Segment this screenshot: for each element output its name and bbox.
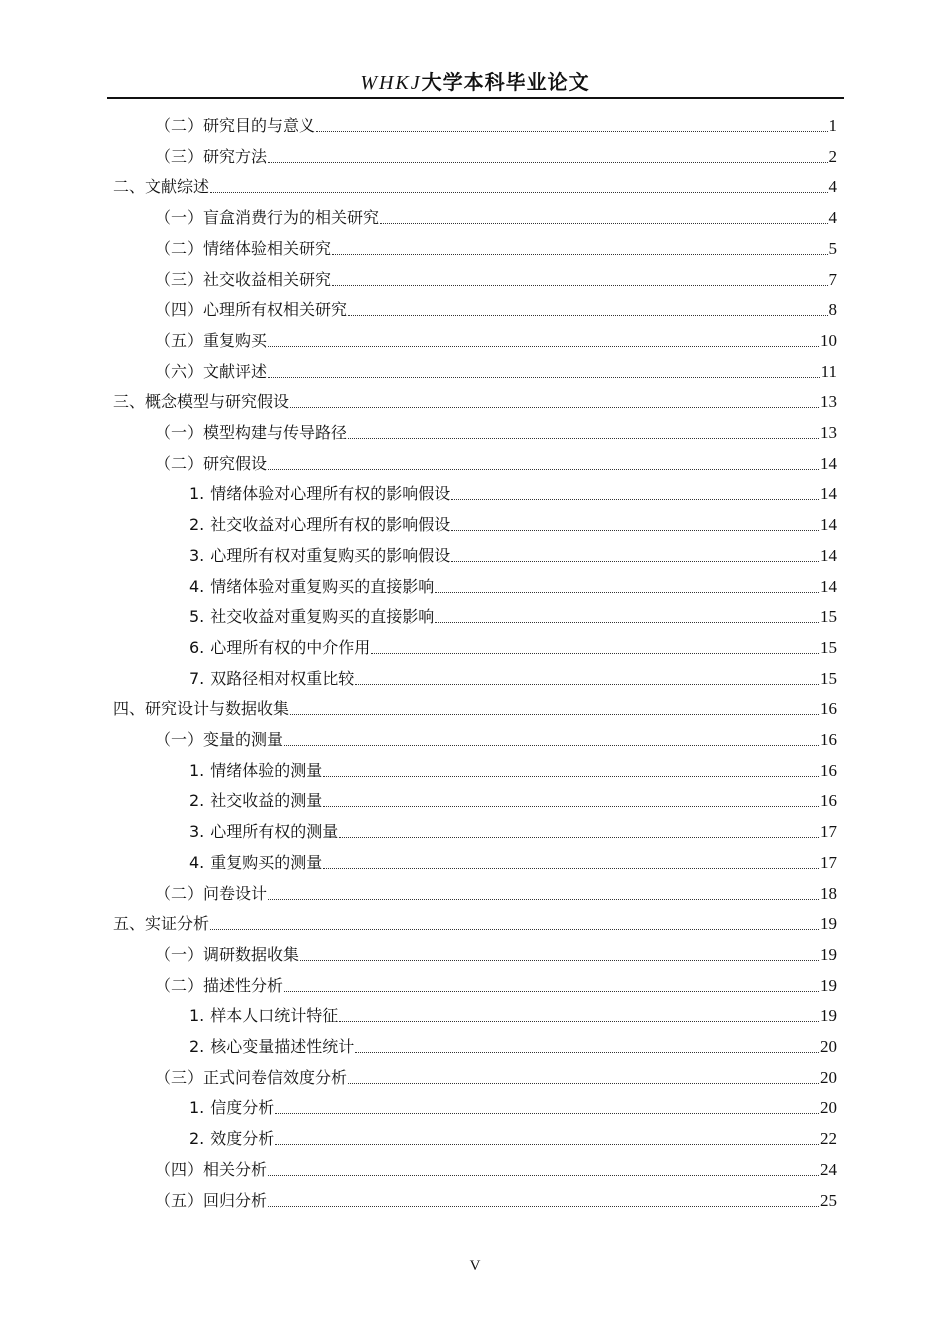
toc-entry-title: （一）变量的测量	[155, 730, 284, 749]
toc-entry-title: 社交收益对心理所有权的影响假设	[210, 515, 451, 535]
toc-entry-title: 信度分析	[210, 1098, 275, 1118]
toc-entry[interactable]	[189, 1094, 837, 1118]
toc-entry-title: （二）问卷设计	[155, 883, 268, 903]
toc-entry-number: 4.	[189, 852, 205, 872]
toc-entry-page: 4	[828, 208, 837, 228]
toc-entry-page: 17	[820, 822, 837, 842]
toc-dot-leader	[210, 929, 819, 930]
toc-entry[interactable]	[155, 143, 837, 167]
toc-dot-leader	[348, 1083, 819, 1084]
toc-entry-title: 社交收益对重复购买的直接影响	[210, 607, 435, 627]
page-header	[0, 66, 950, 95]
toc-entry[interactable]	[189, 787, 837, 811]
toc-entry-page: 19	[820, 914, 837, 934]
toc-entry[interactable]	[189, 1033, 837, 1057]
toc-entry-title: （二）研究假设	[155, 453, 268, 473]
toc-entry-title: 心理所有权对重复购买的影响假设	[210, 545, 451, 565]
toc-entry-title: 双路径相对权重比较	[210, 668, 355, 688]
toc-dot-leader	[268, 1206, 819, 1207]
toc-entry-title: （五）重复购买	[155, 330, 268, 350]
toc-entry-title: （三）社交收益相关研究	[155, 269, 332, 289]
toc-entry-page: 15	[820, 668, 837, 688]
toc-entry-title: （一）调研数据收集	[155, 944, 300, 964]
toc-entry[interactable]	[189, 573, 837, 597]
toc-entry-page: 13	[820, 423, 837, 442]
toc-dot-leader	[451, 530, 819, 531]
toc-entry[interactable]	[155, 726, 837, 750]
toc-dot-leader	[275, 1113, 819, 1114]
toc-entry-title: （一）盲盒消费行为的相关研究	[155, 208, 380, 228]
toc-entry-page: 2	[828, 146, 837, 166]
toc-dot-leader	[355, 684, 819, 685]
toc-dot-leader	[268, 899, 819, 900]
toc-dot-leader	[339, 1021, 819, 1022]
toc-entry[interactable]	[189, 1125, 837, 1149]
toc-dot-leader	[332, 254, 827, 255]
toc-entry-page: 24	[820, 1159, 837, 1179]
toc-entry-number: 2.	[189, 1129, 205, 1149]
toc-entry-number: 1.	[189, 760, 205, 780]
toc-dot-leader	[339, 837, 819, 838]
toc-entry[interactable]	[189, 511, 837, 535]
toc-entry-page: 25	[820, 1190, 837, 1210]
toc-entry[interactable]	[155, 1064, 837, 1088]
toc-entry-page: 8	[828, 300, 837, 320]
toc-entry[interactable]	[155, 204, 837, 228]
toc-entry-number: 2.	[189, 791, 205, 811]
page-number: V	[469, 1258, 481, 1274]
toc-entry-title: 社交收益的测量	[210, 791, 323, 811]
toc-entry-title: 样本人口统计特征	[210, 1006, 339, 1026]
toc-entry-page: 14	[820, 453, 837, 473]
toc-dot-leader	[275, 1144, 819, 1145]
toc-entry-page: 14	[820, 545, 837, 565]
toc-entry[interactable]	[189, 634, 837, 658]
toc-entry[interactable]	[189, 757, 837, 781]
toc-entry-page: 1	[828, 116, 837, 135]
toc-entry[interactable]	[155, 112, 837, 136]
toc-entry-page: 20	[820, 1067, 837, 1087]
toc-entry-page: 14	[820, 515, 837, 535]
toc-entry[interactable]	[155, 358, 837, 382]
toc-entry[interactable]	[113, 695, 837, 719]
toc-entry-title: （六）文献评述	[155, 361, 268, 381]
toc-entry[interactable]	[155, 419, 837, 443]
toc-entry-title: （四）相关分析	[155, 1159, 268, 1179]
toc-entry-number: 7.	[189, 668, 205, 688]
toc-entry[interactable]	[189, 542, 837, 566]
toc-entry-page: 14	[820, 576, 837, 596]
toc-entry-title: 情绪体验对重复购买的直接影响	[210, 576, 435, 596]
toc-dot-leader	[268, 162, 827, 163]
toc-entry-title: 心理所有权的测量	[210, 822, 339, 842]
header-title: 大学本科毕业论文	[421, 70, 590, 94]
toc-entry[interactable]	[189, 480, 837, 504]
toc-entry-number: 3.	[189, 545, 205, 565]
toc-entry-title: 心理所有权的中介作用	[210, 637, 371, 657]
toc-entry-page: 10	[820, 330, 837, 350]
toc-entry-title: （二）情绪体验相关研究	[155, 238, 332, 258]
toc-dot-leader	[290, 407, 819, 408]
toc-entry-page: 19	[820, 1006, 837, 1026]
toc-entry[interactable]	[189, 1002, 837, 1026]
toc-entry-page: 11	[820, 361, 837, 381]
toc-entry-page: 19	[820, 944, 837, 964]
toc-entry-title: 情绪体验对心理所有权的影响假设	[210, 484, 451, 504]
toc-dot-leader	[323, 776, 819, 777]
toc-entry-title: 效度分析	[210, 1129, 275, 1149]
toc-entry-page: 18	[820, 883, 837, 903]
toc-entry-number: 6.	[189, 637, 205, 657]
toc-dot-leader	[348, 315, 827, 316]
toc-dot-leader	[284, 745, 819, 746]
toc-entry-title: （一）模型构建与传导路径	[155, 423, 348, 442]
toc-entry-page: 15	[820, 607, 837, 627]
toc-entry-page: 7	[828, 269, 837, 289]
toc-dot-leader	[435, 592, 819, 593]
toc-dot-leader	[316, 131, 827, 132]
header-rule	[107, 97, 844, 99]
toc-entry-page: 13	[820, 392, 837, 412]
toc-entry-title: （三）正式问卷信效度分析	[155, 1067, 348, 1087]
toc-entry-page: 16	[820, 730, 837, 749]
toc-dot-leader	[380, 223, 827, 224]
toc-dot-leader	[355, 1052, 819, 1053]
toc-dot-leader	[268, 1175, 819, 1176]
toc-entry-title: （三）研究方法	[155, 146, 268, 166]
toc-entry[interactable]	[113, 910, 837, 934]
toc-entry-number: 5.	[189, 607, 205, 627]
header-latin: WHKJ	[360, 72, 422, 94]
toc-dot-leader	[284, 991, 819, 992]
toc-entry-title: （二）描述性分析	[155, 975, 284, 995]
toc-entry-number: 2.	[189, 1037, 205, 1056]
toc-entry-title: 情绪体验的测量	[210, 760, 323, 780]
toc-entry[interactable]	[155, 266, 837, 290]
toc-dot-leader	[268, 469, 819, 470]
toc-entry[interactable]	[189, 849, 837, 873]
toc-entry[interactable]	[189, 603, 837, 627]
toc-entry-page: 20	[820, 1037, 837, 1056]
toc-entry-page: 22	[820, 1129, 837, 1149]
toc-entry-page: 16	[820, 791, 837, 811]
toc-entry-page: 17	[820, 852, 837, 872]
toc-entry-page: 20	[820, 1098, 837, 1118]
toc-entry[interactable]	[155, 450, 837, 474]
toc-entry-page: 14	[820, 484, 837, 504]
toc-dot-leader	[268, 377, 820, 378]
toc-entry-number: 3.	[189, 822, 205, 842]
toc-entry-title: 重复购买的测量	[210, 852, 323, 872]
toc-entry-title: （二）研究目的与意义	[155, 116, 316, 135]
toc-entry[interactable]	[155, 972, 837, 996]
toc-entry-title: 二、文献综述	[113, 177, 210, 197]
toc-dot-leader	[332, 285, 827, 286]
toc-entry[interactable]	[113, 173, 837, 197]
toc-entry[interactable]	[113, 388, 837, 412]
toc-entry-page: 16	[820, 699, 837, 719]
toc-dot-leader	[451, 561, 819, 562]
toc-dot-leader	[290, 714, 819, 715]
toc-dot-leader	[323, 868, 819, 869]
toc-entry-title: 五、实证分析	[113, 914, 210, 934]
toc-entry-title: 三、概念模型与研究假设	[113, 392, 290, 412]
toc-entry-number: 4.	[189, 576, 205, 596]
toc-entry-number: 1.	[189, 1006, 205, 1026]
toc-dot-leader	[323, 806, 819, 807]
toc-entry[interactable]	[155, 1187, 837, 1211]
toc-entry-page: 16	[820, 760, 837, 780]
toc-entry-page: 5	[828, 238, 837, 258]
toc-entry[interactable]	[189, 818, 837, 842]
toc-entry-page: 19	[820, 975, 837, 995]
toc-dot-leader	[371, 653, 819, 654]
toc-entry[interactable]	[155, 327, 837, 351]
toc-dot-leader	[451, 499, 819, 500]
toc-dot-leader	[348, 438, 819, 439]
toc-entry-title: 四、研究设计与数据收集	[113, 699, 290, 719]
toc-entry[interactable]	[155, 235, 837, 259]
toc-dot-leader	[268, 346, 819, 347]
toc-dot-leader	[435, 622, 819, 623]
toc-dot-leader	[210, 192, 827, 193]
toc-entry[interactable]	[155, 941, 837, 965]
toc-entry-page: 4	[828, 177, 837, 197]
toc-entry-number: 1.	[189, 484, 205, 504]
toc-entry-title: （四）心理所有权相关研究	[155, 300, 348, 320]
toc-entry-number: 2.	[189, 515, 205, 535]
toc-entry[interactable]	[155, 296, 837, 320]
toc-entry-number: 1.	[189, 1098, 205, 1118]
toc-entry-title: 核心变量描述性统计	[210, 1037, 355, 1056]
toc-entry-title: （五）回归分析	[155, 1190, 268, 1210]
toc-entry[interactable]	[189, 665, 837, 689]
toc-dot-leader	[300, 960, 819, 961]
toc-entry[interactable]	[155, 880, 837, 904]
toc-entry[interactable]	[155, 1156, 837, 1180]
toc-entry-page: 15	[820, 637, 837, 657]
